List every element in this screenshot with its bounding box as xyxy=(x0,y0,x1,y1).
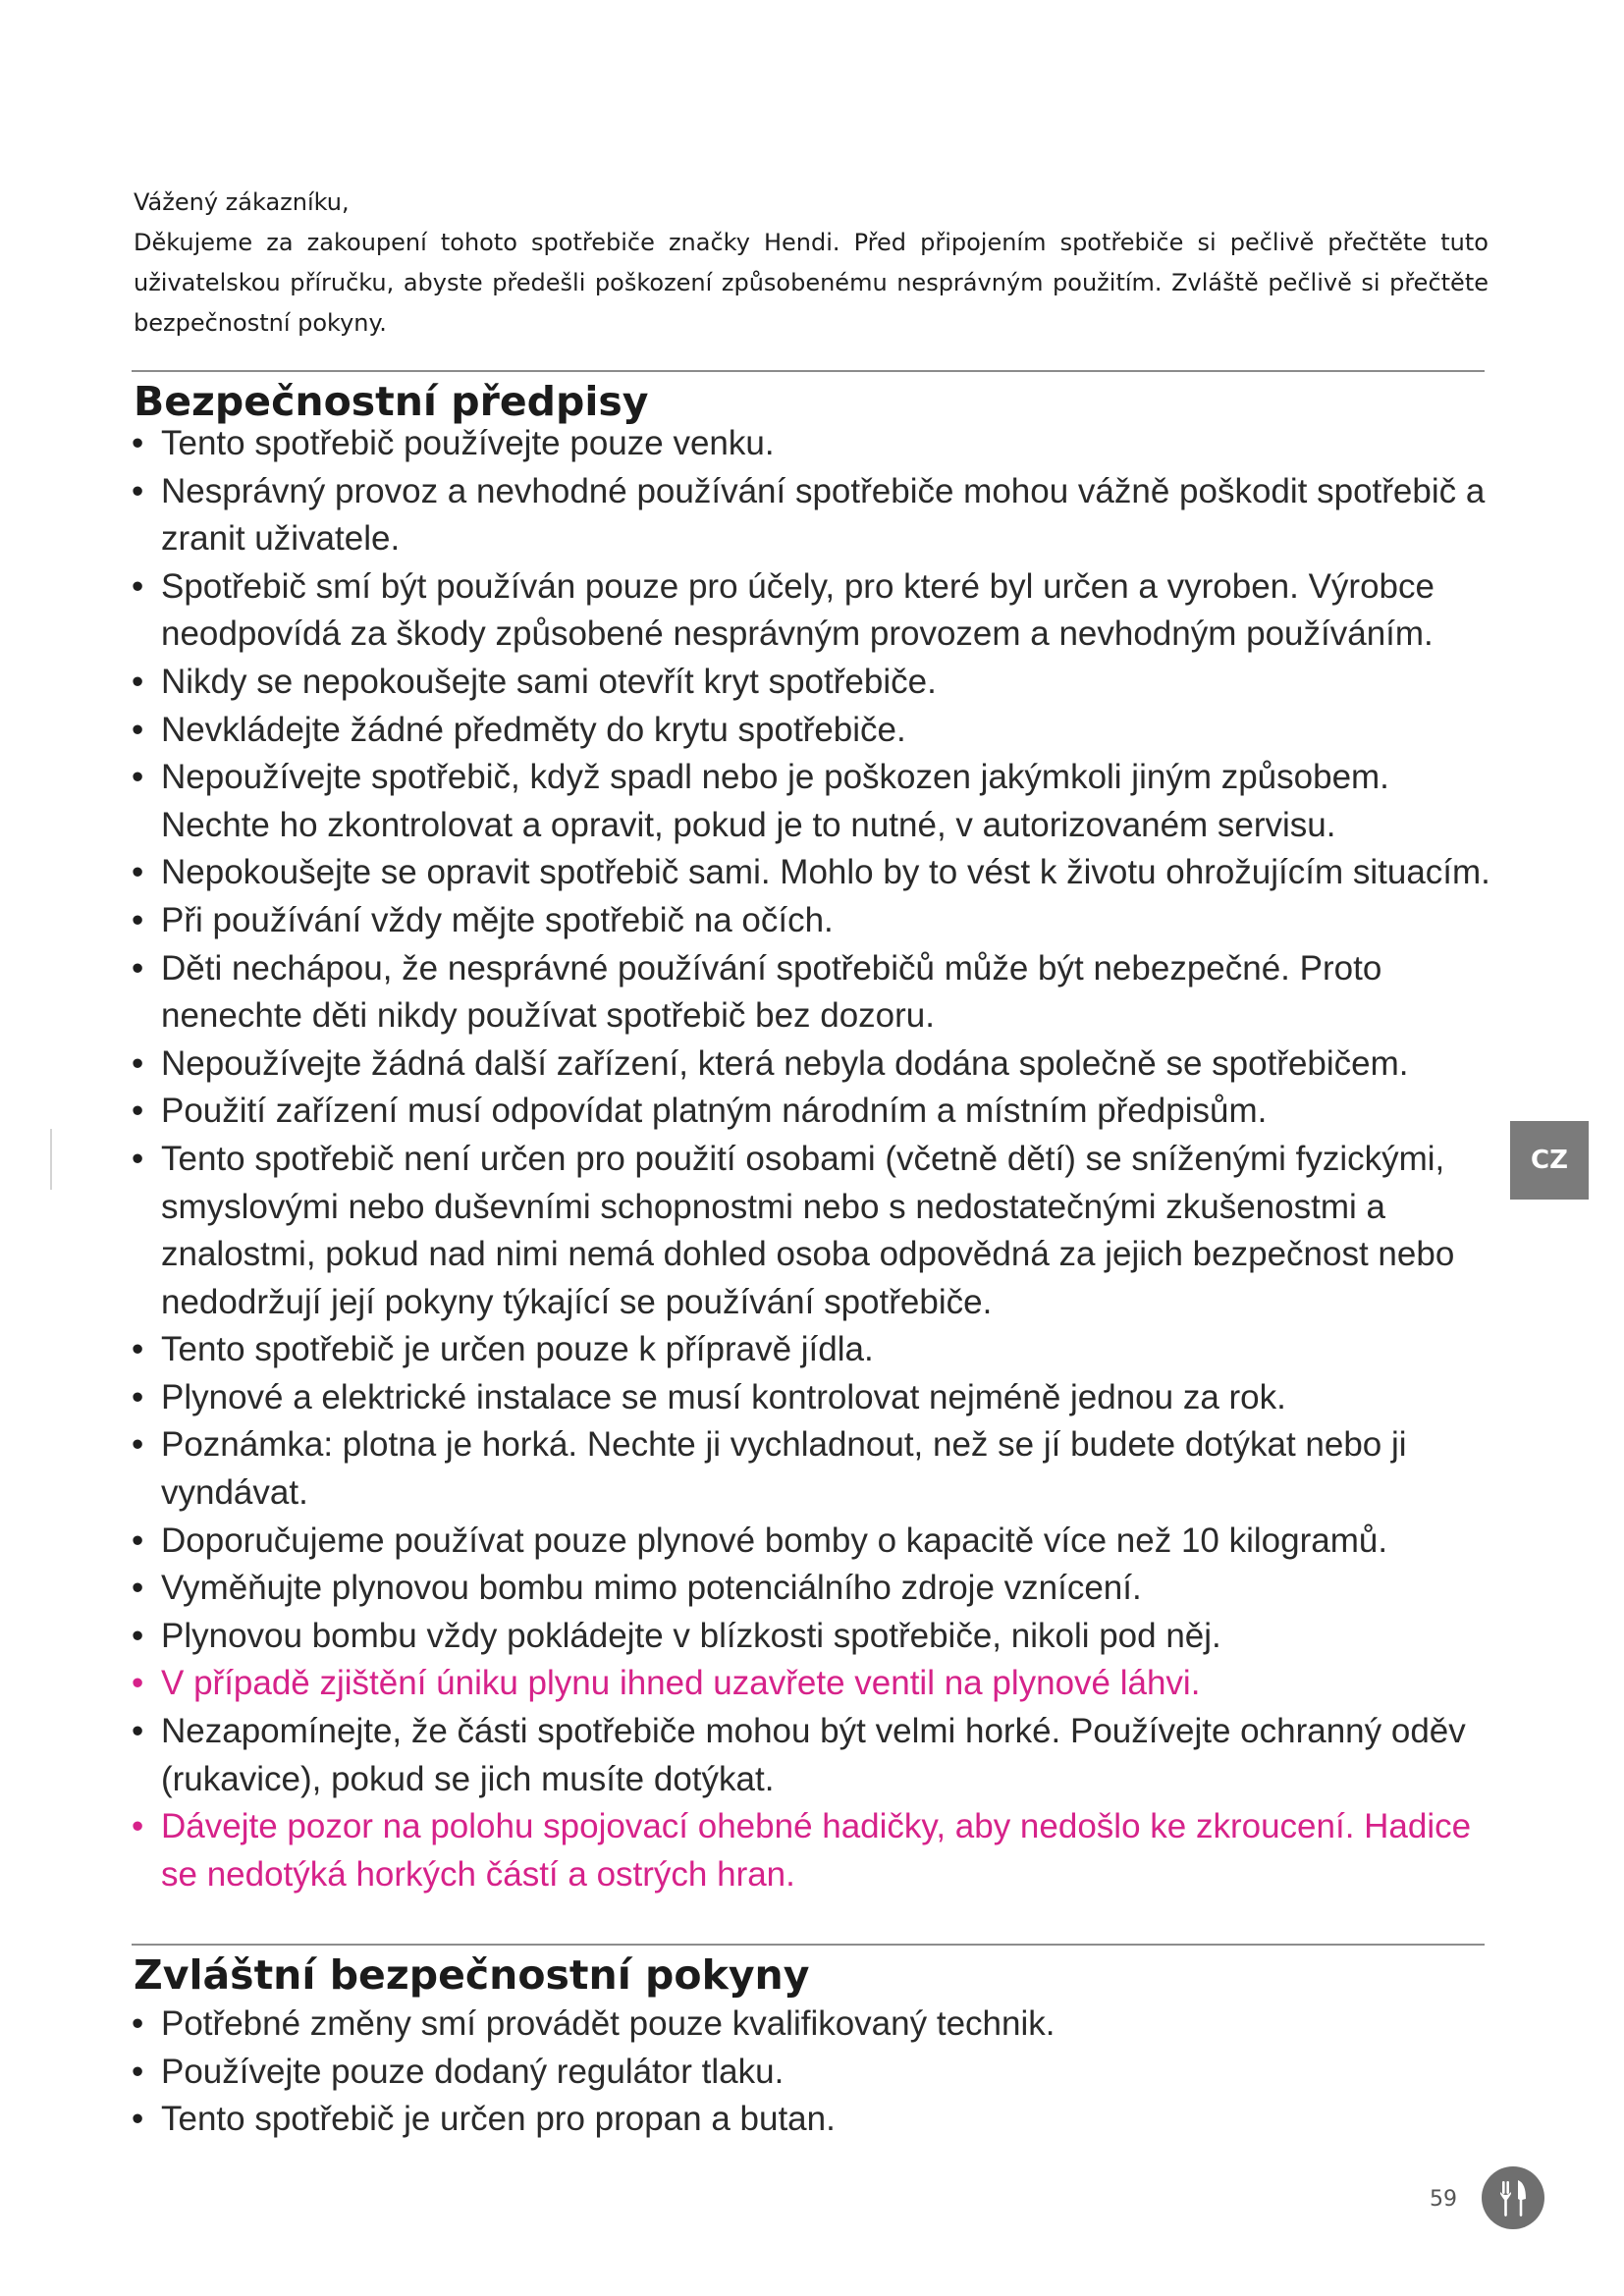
list-item: • Poznámka: plotna je horká. Nechte ji vychladnout, než se jí budete dotýkat nebo ji vyndávat. xyxy=(132,1421,1506,1517)
margin-mark xyxy=(50,1129,52,1190)
list-item: • Nepoužívejte žádná další zařízení, která nebyla dodána společně se spotřebičem. xyxy=(132,1041,1506,1089)
intro xyxy=(134,183,1489,344)
list-item: • Tento spotřebič není určen pro použití osobami (včetně dětí) se sníženými fyzickými, smyslovými nebo duševními schopnostmi nebo s nedostatečnými zkušenostmi a znalostmi, pokud nad nimi nemá dohled osoba odpovědná za jejich bezpečnost nebo nedodržují její pokyny týkající se používání spotřebiče. xyxy=(132,1136,1506,1326)
list-item: • Nesprávný provoz a nevhodné používání spotřebiče mohou vážně poškodit spotřebič a zranit uživatele. xyxy=(132,468,1506,563)
list-item: • Nepoužívejte spotřebič, když spadl nebo je poškozen jakýmkoli jiným způsobem. Nechte ho zkontrolovat a opravit, pokud je to nutné, v autorizovaném servisu. xyxy=(132,754,1506,849)
divider xyxy=(132,370,1485,372)
list-item: • Doporučujeme používat pouze plynové bomby o kapacitě více než 10 kilogramů. xyxy=(132,1518,1506,1566)
greeting: Vážený zákazníku, xyxy=(134,188,350,216)
list-item: • Spotřebič smí být používán pouze pro účely, pro které byl určen a vyroben. Výrobce neodpovídá za škody způsobené nesprávným provozem a nevhodným používáním. xyxy=(132,563,1506,659)
list-item: • Nikdy se nepokoušejte sami otevřít kryt spotřebiče. xyxy=(132,659,1506,707)
fork-and-knife-icon xyxy=(1481,2165,1545,2230)
list-item: • Tento spotřebič je určen pouze k přípravě jídla. xyxy=(132,1326,1506,1374)
list-item: • Nezapomínejte, že části spotřebiče mohou být velmi horké. Používejte ochranný oděv (rukavice), pokud se jich musíte dotýkat. xyxy=(132,1708,1506,1803)
section-title-safety: Bezpečnostní předpisy xyxy=(134,378,649,425)
safety-list xyxy=(132,420,1506,1898)
list-item: • Potřebné změny smí provádět pouze kvalifikovaný technik. xyxy=(132,2001,1506,2049)
intro-text: Děkujeme za zakoupení tohoto spotřebiče značky Hendi. Před připojením spotřebiče si pečlivě přečtěte tuto uživatelskou příručku, abyste předešli poškození způsobenému nesprávným použitím. Zvláště pečlivě si přečtěte bezpečnostní pokyny. xyxy=(134,229,1489,337)
language-tab: CZ xyxy=(1510,1121,1589,1200)
special-safety-list xyxy=(132,2001,1506,2144)
list-item: • Nevkládejte žádné předměty do krytu spotřebiče. xyxy=(132,707,1506,755)
list-item: • Použití zařízení musí odpovídat platným národním a místním předpisům. xyxy=(132,1088,1506,1136)
list-item: • Nepokoušejte se opravit spotřebič sami. Mohlo by to vést k životu ohrožujícím situacím. xyxy=(132,849,1506,897)
list-item-highlighted: • Dávejte pozor na polohu spojovací ohebné hadičky, aby nedošlo ke zkroucení. Hadice se nedotýká horkých částí a ostrých hran. xyxy=(132,1803,1506,1898)
page-number: 59 xyxy=(1430,2187,1457,2212)
list-item: • Vyměňujte plynovou bombu mimo potenciálního zdroje vznícení. xyxy=(132,1565,1506,1613)
list-item: • Tento spotřebič používejte pouze venku. xyxy=(132,420,1506,468)
list-item: • Děti nechápou, že nesprávné používání spotřebičů může být nebezpečné. Proto nenechte děti nikdy používat spotřebič bez dozoru. xyxy=(132,945,1506,1041)
list-item: • Používejte pouze dodaný regulátor tlaku. xyxy=(132,2049,1506,2097)
list-item: • Při používání vždy mějte spotřebič na očích. xyxy=(132,897,1506,945)
list-item-highlighted: • V případě zjištění úniku plynu ihned uzavřete ventil na plynové láhvi. xyxy=(132,1660,1506,1708)
list-item: • Plynovou bombu vždy pokládejte v blízkosti spotřebiče, nikoli pod něj. xyxy=(132,1613,1506,1661)
list-item: • Plynové a elektrické instalace se musí kontrolovat nejméně jednou za rok. xyxy=(132,1374,1506,1422)
divider xyxy=(132,1944,1485,1946)
list-item: • Tento spotřebič je určen pro propan a butan. xyxy=(132,2096,1506,2144)
section-title-special: Zvláštní bezpečnostní pokyny xyxy=(134,1951,810,1999)
